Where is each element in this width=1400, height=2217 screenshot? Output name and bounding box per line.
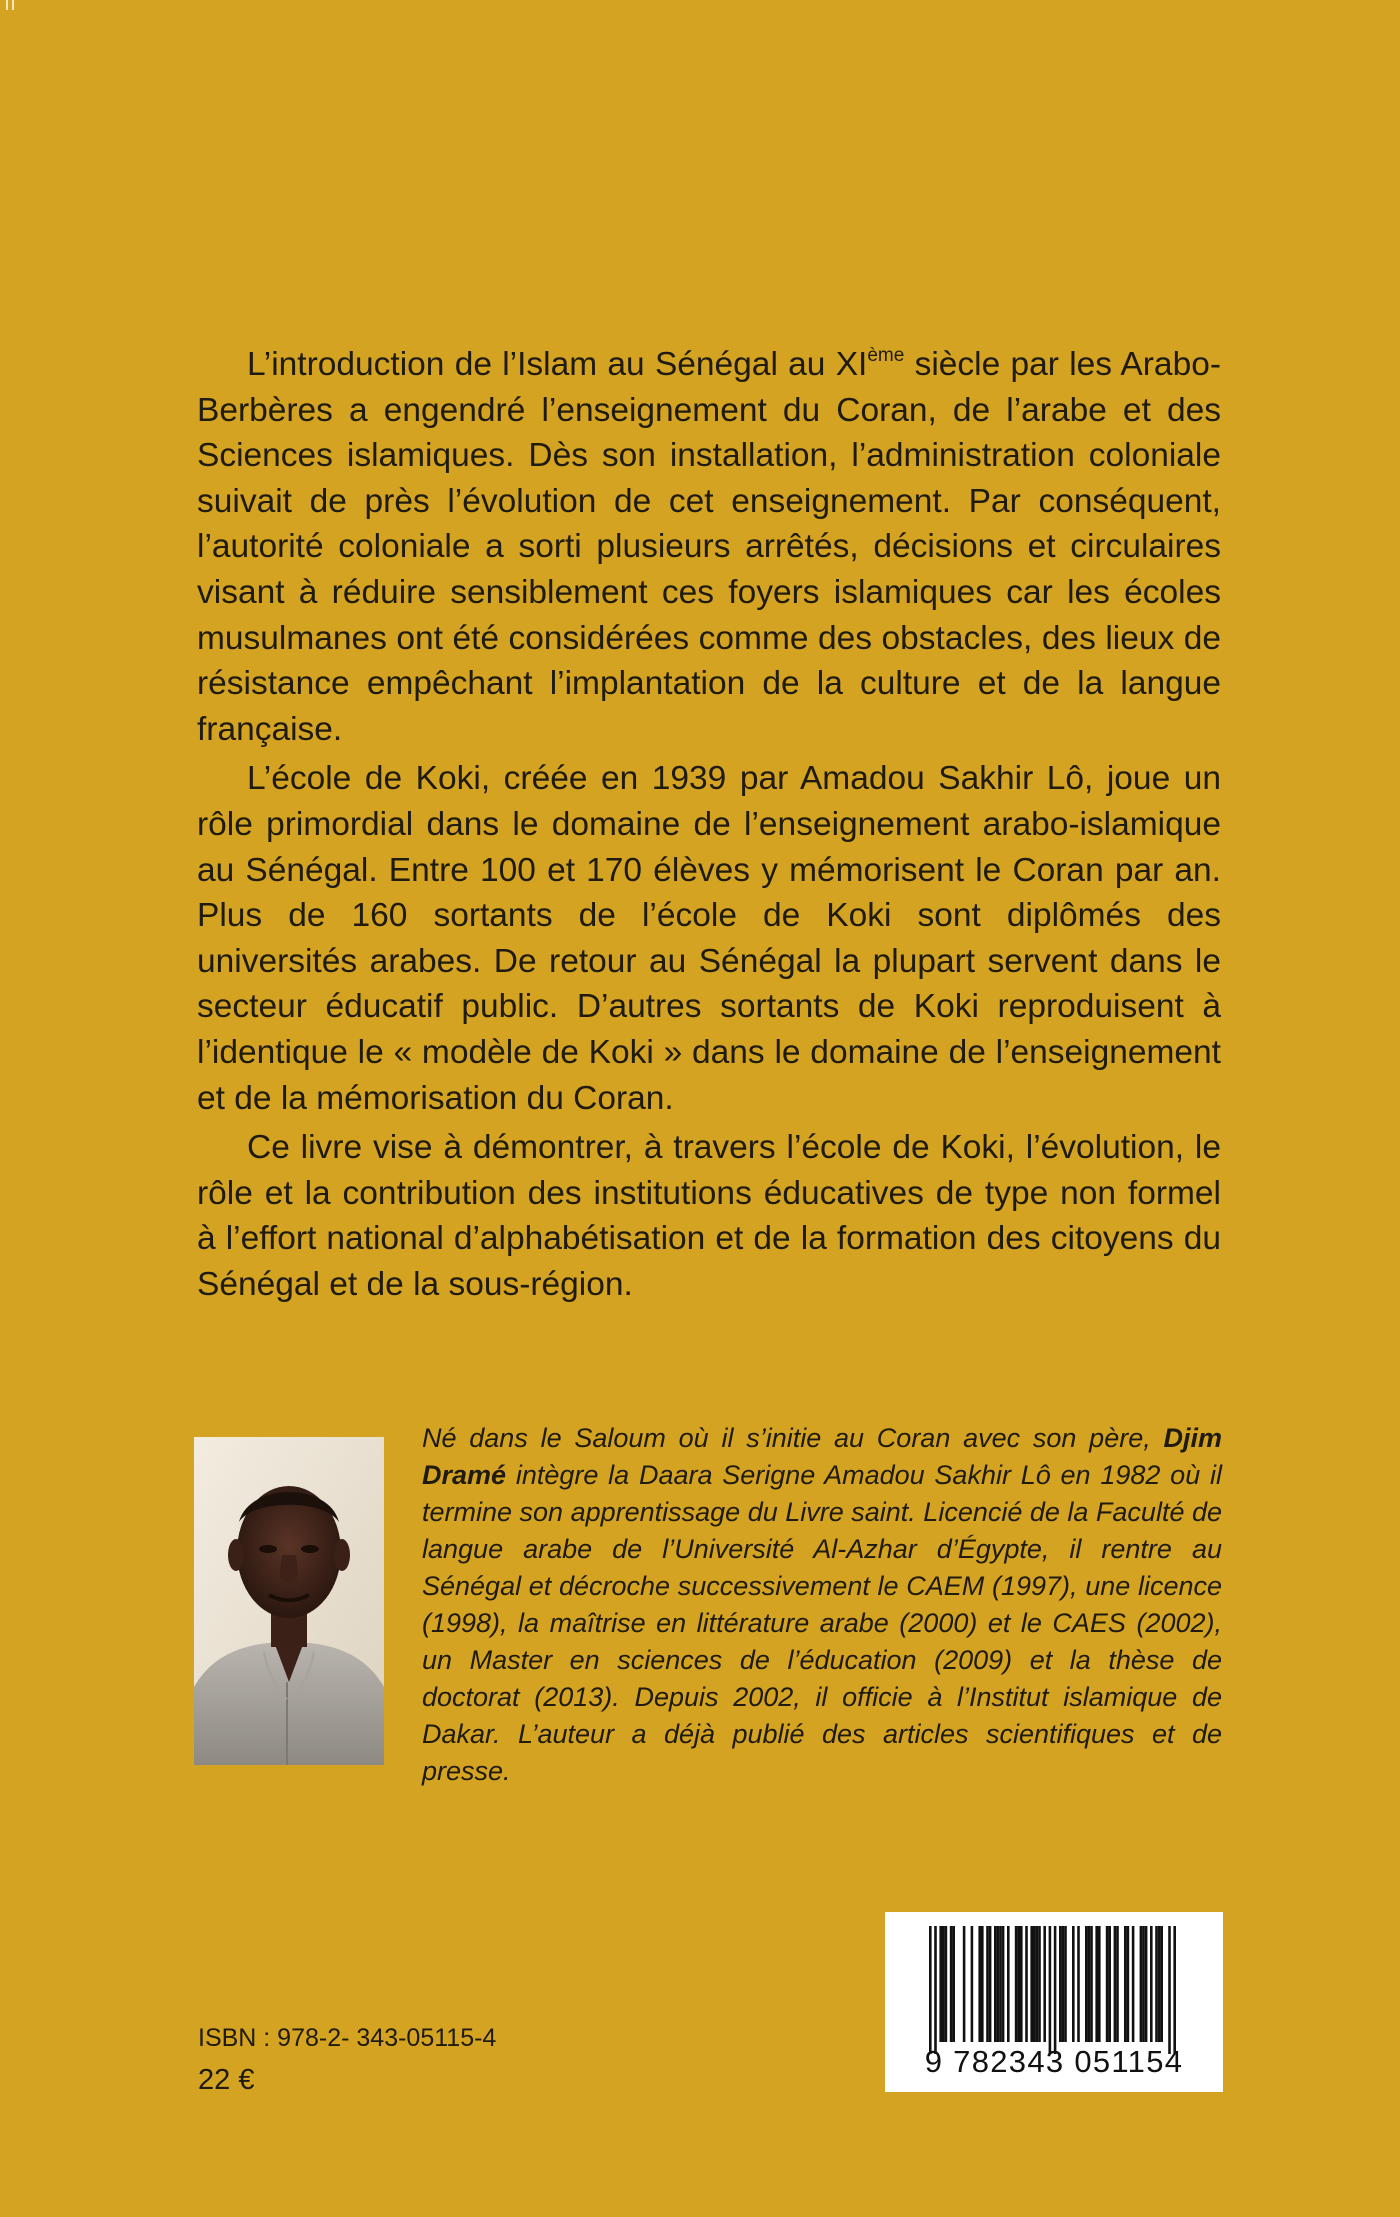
- barcode-bar: [994, 1926, 997, 2042]
- barcode-bar: [1116, 1926, 1119, 2042]
- barcode-bar: [942, 1926, 945, 2042]
- barcode-bar: [1150, 1926, 1153, 2042]
- barcode-bar: [1030, 1926, 1033, 2042]
- barcode-bar: [1106, 1926, 1109, 2042]
- price-label: 22 €: [198, 2064, 255, 2096]
- barcode-bar: [1142, 1926, 1145, 2042]
- barcode-bar: [963, 1926, 966, 2042]
- barcode-bar: [1160, 1926, 1163, 2042]
- century-superscript: ème: [867, 345, 905, 366]
- barcode-bar: [978, 1926, 981, 2042]
- barcode-bar: [1168, 1926, 1171, 2054]
- barcode-bar: [1155, 1926, 1158, 2042]
- barcode-bar: [1095, 1926, 1098, 2042]
- barcode-bar: [939, 1926, 942, 2042]
- author-photo: [194, 1437, 384, 1765]
- barcode-bar: [1108, 1926, 1111, 2042]
- barcode-bar: [1038, 1926, 1041, 2042]
- barcode-bar: [934, 1926, 937, 2054]
- author-portrait-image: [194, 1437, 384, 1765]
- barcode-bar: [1114, 1926, 1117, 2042]
- barcode-bar: [1015, 1926, 1018, 2042]
- isbn-barcode: [885, 1912, 1223, 2092]
- barcode-bar: [952, 1926, 955, 2042]
- barcode-bar: [986, 1926, 989, 2042]
- barcode-bar: [1072, 1926, 1075, 2042]
- barcode-bar: [1036, 1926, 1039, 2042]
- barcode-bar: [1049, 1926, 1052, 2054]
- bio-intro: Né dans le Saloum où il s’initie au Coran avec son père,: [422, 1423, 1164, 1453]
- barcode-bar: [1002, 1926, 1005, 2042]
- barcode-bar: [1158, 1926, 1161, 2042]
- author-biography: [422, 1420, 1222, 1790]
- barcode-bar: [1062, 1926, 1065, 2042]
- crop-mark: [6, 0, 8, 10]
- barcode-bar: [1017, 1926, 1020, 2042]
- crop-mark: [12, 0, 14, 10]
- barcode-bar: [1085, 1926, 1088, 2042]
- barcode-bar: [1098, 1926, 1101, 2042]
- barcode-bar: [1090, 1926, 1093, 2042]
- author-name: Djim Dramé: [422, 1423, 1222, 1490]
- barcode-digits: 9 782343 051154: [924, 2044, 1184, 2079]
- barcode-bar: [1033, 1926, 1036, 2042]
- barcode-bar: [1020, 1926, 1023, 2042]
- barcode-bar: [1127, 1926, 1130, 2042]
- barcode-bar: [1145, 1926, 1148, 2042]
- barcode-bar: [1088, 1926, 1091, 2042]
- barcode-bar: [1059, 1926, 1062, 2042]
- barcode-bar: [997, 1926, 1000, 2042]
- barcode-bar: [1124, 1926, 1127, 2042]
- barcode-bar: [950, 1926, 953, 2042]
- barcode-bar: [1140, 1926, 1143, 2042]
- barcode-bar: [1025, 1926, 1028, 2042]
- barcode-bar: [1132, 1926, 1135, 2042]
- barcode-bar: [971, 1926, 974, 2042]
- blurb-p1-end: siècle par les Arabo-Berbères a engendré l’enseignement du Coran, de l’arabe et des Sciences islamiques. Dès son installation, l’administration coloniale suivait de près l’évolution de cet enseignement. Par conséquent, l’autorité coloniale a sorti plusieurs arrêtés, décisions et circulaires visant à réduire sensiblement ces foyers islamiques car les écoles musulmanes ont été considérées comme des obstacles, des lieux de résistance empêchant l’implantation de la culture et de la langue française.: [197, 346, 1221, 748]
- barcode-bar: [1054, 1926, 1057, 2054]
- blurb-paragraph-2: L’école de Koki, créée en 1939 par Amadou Sakhir Lô, joue un rôle primordial dans le domaine de l’enseignement arabo-islamique au Sénégal. Entre 100 et 170 élèves y mémorisent le Coran par an. Plus de 160 sortants de l’école de Koki sont diplômés des universités arabes. De retour au Sénégal la plupart servent dans le secteur éducatif public. D’autres sortants de Koki reproduisent à l’identique le « modèle de Koki » dans le domaine de l’enseignement et de la mémorisation du Coran.: [197, 760, 1221, 1117]
- barcode-bar: [1007, 1926, 1010, 2042]
- barcode-bar: [1064, 1926, 1067, 2042]
- barcode-bar: [929, 1926, 932, 2054]
- book-blurb: [197, 342, 1221, 1311]
- blurb-paragraph-3: Ce livre vise à démontrer, à travers l’école de Koki, l’évolution, le rôle et la contribution des institutions éducatives de type non formel à l’effort national d’alphabétisation et de la formation des citoyens du Sénégal et de la sous-région.: [197, 1129, 1221, 1303]
- barcode-bar: [981, 1926, 984, 2042]
- barcode-bar: [999, 1926, 1002, 2042]
- barcode-bar: [1077, 1926, 1080, 2042]
- blurb-paragraph-1: [197, 342, 1221, 752]
- barcode-bar: [1173, 1926, 1176, 2054]
- barcode-bar: [989, 1926, 992, 2042]
- blurb-p1-start: L’introduction de l’Islam au Sénégal au XI: [247, 346, 868, 383]
- bio-text: intègre la Daara Serigne Amadou Sakhir Lô en 1982 où il termine son apprentissage du Livre saint. Licencié de la Faculté de langue arabe de l’Université Al-Azhar d’Égypte, il rentre au Sénégal et décroche successivement le CAEM (1997), une licence (1998), la maîtrise en littérature arabe (2000) et le CAES (2002), un Master en sciences de l’éducation (2009) et la thèse de doctorat (2013). Depuis 2002, il officie à l’Institut islamique de Dakar. L’auteur a déjà publié des articles scientifiques et de presse.: [422, 1460, 1222, 1786]
- isbn-label: ISBN : 978-2- 343-05115-4: [198, 2024, 497, 2052]
- barcode-bar: [1043, 1926, 1046, 2042]
- barcode-bar: [945, 1926, 948, 2042]
